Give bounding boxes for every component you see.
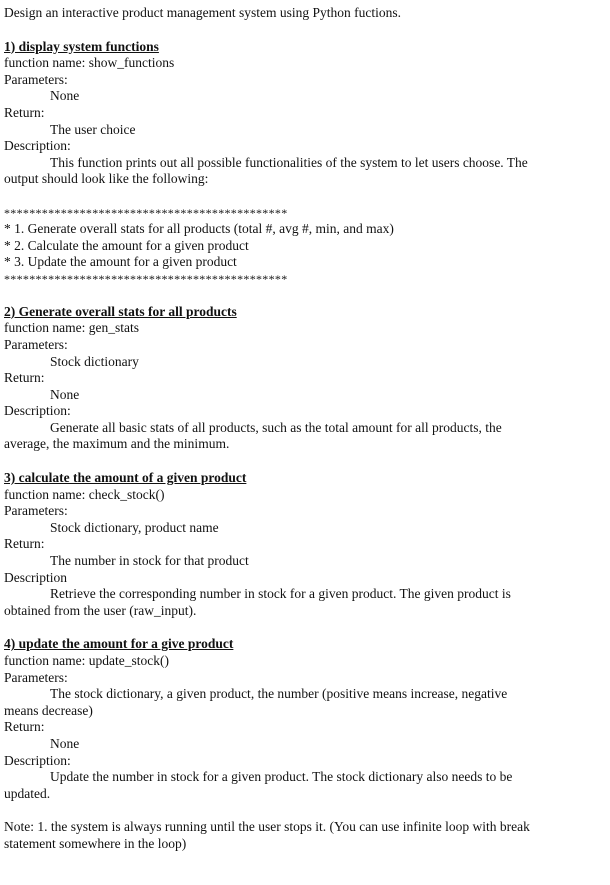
parameters-label: Parameters: <box>4 503 68 519</box>
description-first-line: This function prints out all possible functionalities of the system to let users choose. The <box>50 154 528 170</box>
stars-divider-top: ********************************************* <box>4 205 288 220</box>
section-heading: 3) calculate the amount of a given product <box>4 470 247 486</box>
stars-divider-bottom: ********************************************* <box>4 271 288 286</box>
parameters-value: Stock dictionary, product name <box>50 519 219 535</box>
description-continuation: output should look like the following: <box>4 171 209 187</box>
section-gen-stats <box>4 304 606 453</box>
spacer <box>4 453 606 470</box>
note-first-line: Note: 1. the system is always running until the user stops it. (You can use infinite loop with break <box>4 819 530 835</box>
function-name: function name: show_functions <box>4 55 175 71</box>
section-check-stock <box>4 470 606 619</box>
description-label: Description <box>4 569 67 585</box>
parameters-label: Parameters: <box>4 336 68 352</box>
return-value: None <box>50 735 80 751</box>
spacer <box>4 22 606 39</box>
return-label: Return: <box>4 104 45 120</box>
return-value: None <box>50 386 80 402</box>
document-title: Design an interactive product management system using Python fuctions. <box>4 5 402 20</box>
section-heading: 4) update the amount for a give product <box>4 636 234 652</box>
menu-sample-output <box>4 205 606 287</box>
return-label: Return: <box>4 370 45 386</box>
spacer <box>4 188 606 205</box>
section-heading: 1) display system functions <box>4 38 159 54</box>
note <box>4 819 606 852</box>
section-show-functions <box>4 39 606 188</box>
return-label: Return: <box>4 719 45 735</box>
description-first-line: Generate all basic stats of all products, such as the total amount for all products, the <box>50 419 502 435</box>
section-update-stock <box>4 636 606 802</box>
description-continuation: updated. <box>4 785 51 801</box>
spacer <box>4 287 606 304</box>
description-continuation: average, the maximum and the minimum. <box>4 436 230 452</box>
return-label: Return: <box>4 536 45 552</box>
description-label: Description: <box>4 403 71 419</box>
parameters-value: Stock dictionary <box>50 353 139 369</box>
function-name: function name: gen_stats <box>4 320 139 336</box>
parameters-first-line: The stock dictionary, a given product, the number (positive means increase, negative <box>50 686 508 702</box>
menu-item-2: * 2. Calculate the amount for a given product <box>4 237 249 253</box>
menu-item-3: * 3. Update the amount for a given product <box>4 254 237 270</box>
parameters-label: Parameters: <box>4 669 68 685</box>
description-label: Description: <box>4 752 71 768</box>
parameters-continuation: means decrease) <box>4 702 93 718</box>
function-name: function name: check_stock() <box>4 486 165 502</box>
description-continuation: obtained from the user (raw_input). <box>4 602 197 618</box>
spacer <box>4 619 606 636</box>
parameters-label: Parameters: <box>4 71 68 87</box>
description-label: Description: <box>4 138 71 154</box>
function-name: function name: update_stock() <box>4 653 169 668</box>
section-heading: 2) Generate overall stats for all products <box>4 303 237 319</box>
return-value: The user choice <box>50 121 136 137</box>
note-continuation: statement somewhere in the loop) <box>4 835 187 851</box>
menu-item-1: * 1. Generate overall stats for all products (total #, avg #, min, and max) <box>4 220 394 236</box>
description-first-line: Update the number in stock for a given product. The stock dictionary also needs to be <box>50 769 513 785</box>
return-value: The number in stock for that product <box>50 553 249 569</box>
parameters-value: None <box>50 88 80 104</box>
spacer <box>4 802 606 819</box>
description-first-line: Retrieve the corresponding number in stock for a given product. The given product is <box>50 586 511 602</box>
